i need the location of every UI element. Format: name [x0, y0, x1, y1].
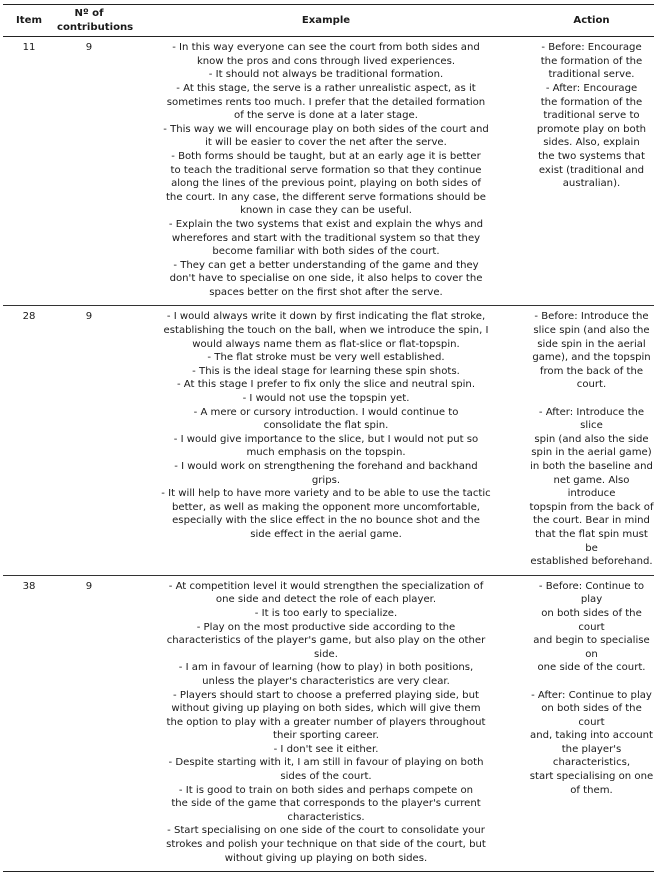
action-cell: [529, 37, 654, 306]
example-line: - At this stage, the serve is a rather unrealistic aspect, as it: [176, 82, 476, 94]
header-item: Item: [16, 14, 42, 26]
example-line: - A mere or cursory introduction. I would continue to: [193, 406, 459, 418]
example-line: - At this stage I prefer to fix only the slice and neutral spin.: [176, 379, 476, 391]
example-line: - This way we will encourage play on both sides of the court and: [163, 123, 489, 135]
results-table: [3, 4, 654, 872]
example-line: their sporting career.: [272, 730, 379, 742]
example-cell: [123, 575, 529, 871]
example-line: - Players should start to choose a preferred playing side, but: [173, 689, 479, 701]
example-line: side.: [314, 648, 338, 660]
action-line: side spin in the aerial: [537, 338, 646, 350]
example-line: consolidate the flat spin.: [263, 420, 389, 432]
action-line: on both sides of the court: [541, 703, 642, 728]
item-cell: 38: [22, 580, 36, 592]
action-line: sides. Also, explain: [543, 137, 640, 149]
item-cell: 28: [22, 311, 36, 323]
action-line: and begin to specialise on: [533, 635, 650, 660]
action-line: the court. Bear in mind: [533, 515, 650, 527]
example-line: - Start specialising on one side of the court to consolidate your: [167, 825, 485, 837]
example-cell: [123, 37, 529, 306]
example-line: without giving up playing on both sides, which will give them: [171, 703, 481, 715]
example-cell: [123, 306, 529, 575]
example-line: one side and detect the role of each player.: [215, 594, 437, 606]
example-line: don't have to specialise on one side, it also helps to cover the: [169, 273, 483, 285]
action-line: [529, 675, 654, 689]
example-line: know the pros and cons through lived experiences.: [196, 55, 456, 67]
action-cell: [529, 575, 654, 871]
action-line: in both the baseline and: [530, 461, 653, 472]
example-line: grips.: [311, 474, 341, 486]
header-contributions: [55, 5, 134, 37]
example-line: - Both forms should be taught, but at an early age it is better: [171, 150, 481, 162]
example-line: - Explain the two systems that exist and explain the whys and: [168, 218, 484, 230]
example-line: sides of the court.: [280, 771, 372, 783]
example-line: - At competition level it would strengthen the specialization of: [168, 580, 484, 592]
action-line: - After: Continue to play: [531, 689, 652, 701]
example-line: - In this way everyone can see the court from both sides and: [172, 42, 480, 54]
action-line: on both sides of the court: [541, 607, 642, 633]
example-line: characteristics.: [287, 811, 365, 823]
table-body: [3, 37, 654, 872]
example-line: - I would not use the topspin yet.: [242, 393, 410, 405]
action-line: spin (and also the side: [534, 433, 649, 445]
action-line: traditional serve.: [548, 69, 635, 81]
example-line: it will be easier to cover the net after the serve.: [205, 137, 447, 149]
action-line: one side of the court.: [537, 662, 646, 674]
action-line: established beforehand.: [530, 556, 653, 568]
action-line: promote play on both: [536, 123, 647, 135]
example-line: much emphasis on the topspin.: [246, 447, 406, 459]
example-line: known in case they can be useful.: [240, 205, 412, 217]
item-cell: 11: [22, 42, 36, 54]
example-line: - I would always write it down by first indicating the flat stroke,: [166, 311, 486, 323]
action-line: of them.: [570, 784, 613, 796]
example-line: unless the player's characteristics are very clear.: [202, 675, 450, 687]
action-line: slice spin (and also the: [533, 325, 650, 337]
table-row: [3, 575, 654, 871]
example-line: the court. In any case, the different serve formations should be: [165, 191, 487, 203]
example-line: - It is too early to specialize.: [254, 607, 398, 619]
action-line: start specialising on one: [529, 771, 654, 783]
table-header: [3, 5, 654, 37]
example-line: - I am in favour of learning (how to play) in both positions,: [178, 662, 474, 674]
action-line: exist (traditional and: [538, 164, 645, 176]
table-row: [3, 37, 654, 306]
action-line: the player's characteristics,: [552, 743, 631, 769]
example-line: - I would work on strengthening the forehand and backhand: [174, 461, 478, 472]
header-row: [3, 5, 654, 37]
action-line: traditional serve to: [543, 110, 640, 122]
action-line: that the flat spin must be: [535, 528, 648, 554]
action-line: - Before: Continue to play: [538, 580, 645, 606]
action-line: - Before: Introduce the: [534, 311, 649, 323]
action-line: and, taking into account: [530, 730, 653, 742]
action-line: - After: Encourage: [545, 82, 638, 94]
example-line: wherefores and start with the traditional system so that they: [171, 232, 481, 244]
action-line: from the back of the court.: [539, 365, 644, 391]
example-line: especially with the slice effect in the no bounce shot and the: [172, 515, 480, 527]
action-line: the two systems that: [538, 150, 645, 162]
table-row: [3, 306, 654, 575]
action-line: - Before: Encourage: [541, 42, 642, 54]
example-line: - Despite starting with it, I am still in favour of playing on both: [168, 757, 484, 769]
example-line: - The flat stroke must be very well established.: [207, 352, 445, 364]
example-line: - They can get a better understanding of the game and they: [173, 259, 479, 271]
action-line: [529, 392, 654, 406]
example-line: - It is good to train on both sides and perhaps compete on: [178, 784, 474, 796]
example-line: characteristics of the player's game, but also play on the other: [166, 635, 486, 647]
action-line: the formation of the: [540, 55, 643, 67]
example-line: become familiar with both sides of the court.: [212, 246, 440, 258]
example-line: - It will help to have more variety and to be able to use the tactic: [161, 488, 491, 500]
action-line: - After: Introduce the slice: [538, 406, 645, 432]
example-line: - It should not always be traditional formation.: [208, 69, 444, 81]
header-contributions-line2: contributions: [57, 21, 134, 33]
action-line: game), and the topspin: [532, 352, 651, 364]
contributions-cell: 9: [85, 42, 93, 54]
example-line: - Play on the most productive side according to the: [196, 621, 456, 633]
example-line: side effect in the aerial game.: [250, 528, 402, 540]
example-line: to teach the traditional serve formation so that they continue: [170, 164, 482, 176]
example-line: - I don't see it either.: [273, 743, 379, 755]
example-line: spaces better on the first shot after the serve.: [209, 286, 443, 298]
example-line: would always name them as flat-slice or flat-topspin.: [192, 338, 460, 350]
example-line: along the lines of the previous point, playing on both sides of: [171, 178, 481, 190]
example-line: better, as well as making the opponent more uncomfortable,: [171, 501, 481, 513]
action-cell: [529, 306, 654, 575]
header-example: Example: [301, 14, 351, 26]
action-line: net game. Also introduce: [553, 474, 630, 500]
header-action: Action: [573, 14, 610, 26]
example-line: sometimes rents too much. I prefer that the detailed formation: [166, 96, 486, 108]
action-line: topspin from the back of: [529, 501, 654, 513]
example-line: establishing the touch on the ball, when we introduce the spin, I: [163, 325, 489, 337]
example-line: - This is the ideal stage for learning these spin shots.: [192, 365, 460, 377]
example-line: strokes and polish your technique on that side of the court, but: [166, 839, 486, 851]
contributions-cell: 9: [85, 311, 93, 323]
example-line: of the serve is done at a later stage.: [234, 110, 418, 122]
action-line: spin in the aerial game): [531, 447, 652, 459]
example-line: - I would give importance to the slice, but I would not put so: [173, 433, 479, 445]
example-line: without giving up playing on both sides.: [224, 852, 428, 864]
contributions-cell: 9: [85, 580, 93, 592]
example-line: the side of the game that corresponds to the player's current: [171, 798, 481, 810]
example-line: the option to play with a greater number of players throughout: [166, 716, 486, 728]
action-line: australian).: [562, 178, 621, 190]
action-line: the formation of the: [540, 96, 643, 108]
header-contributions-line1: Nº of: [74, 8, 104, 19]
